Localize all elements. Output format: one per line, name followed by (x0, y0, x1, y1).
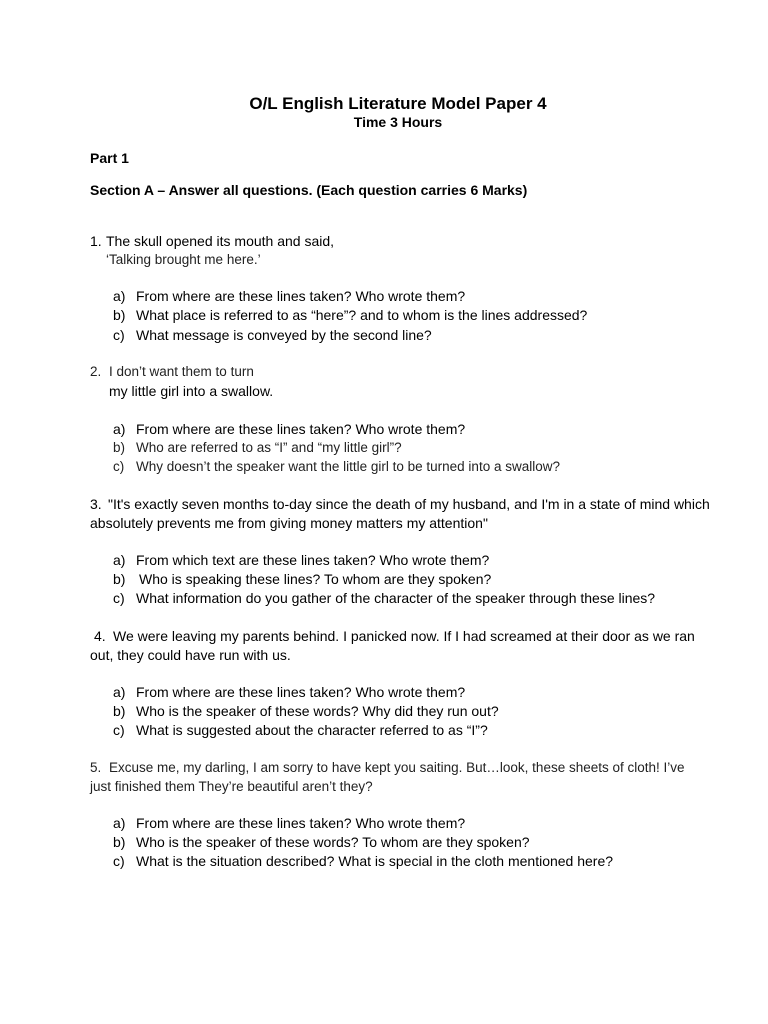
question-number: 5. (90, 760, 102, 775)
option-letter: b) (113, 440, 126, 455)
question-number: 2. (90, 364, 102, 379)
option-letter: c) (113, 327, 125, 343)
option-letter: a) (113, 288, 126, 304)
question-line: We were leaving my parents behind. I panicked now. If I had screamed at their door as we ran (113, 628, 695, 644)
option-text: What message is conveyed by the second line? (136, 327, 432, 343)
option-letter: c) (113, 459, 125, 474)
question-number: 3. (90, 496, 102, 512)
option-letter: a) (113, 552, 126, 568)
option-text: What is suggested about the character referred to as “I”? (136, 722, 488, 738)
option-letter: b) (113, 703, 126, 719)
question-line: Excuse me, my darling, I am sorry to have kept you saiting. But…look, these sheets of cloth! I’ve (109, 760, 685, 775)
option-text: What is the situation described? What is special in the cloth mentioned here? (136, 853, 614, 869)
option-letter: c) (113, 590, 125, 606)
option-text: Who are referred to as “I” and “my little girl”? (136, 440, 402, 455)
option-letter: b) (113, 571, 126, 587)
question-line: I don’t want them to turn (109, 364, 254, 379)
option-text: What place is referred to as “here”? and to whom is the lines addressed? (136, 307, 588, 323)
section-heading: Section A – Answer all questions. (Each question carries 6 Marks) (90, 182, 528, 198)
page-title: O/L English Literature Model Paper 4 (249, 94, 547, 113)
question-line: "It's exactly seven months to-day since the death of my husband, and I'm in a state of mind which (108, 496, 710, 512)
question-line: absolutely prevents me from giving money matters my attention" (90, 515, 488, 531)
option-text: From where are these lines taken? Who wrote them? (136, 815, 466, 831)
question-number: 1. (90, 233, 102, 249)
option-text: Why doesn’t the speaker want the little girl to be turned into a swallow? (136, 459, 560, 474)
page-subtitle: Time 3 Hours (353, 114, 443, 130)
question-number: 4. (94, 628, 106, 644)
option-text: From where are these lines taken? Who wrote them? (136, 684, 466, 700)
option-letter: b) (113, 307, 126, 323)
option-letter: a) (113, 421, 126, 437)
option-text: What information do you gather of the character of the speaker through these lines? (136, 590, 656, 606)
option-text: Who is the speaker of these words? Why did they run out? (136, 703, 499, 719)
option-letter: b) (113, 834, 126, 850)
option-letter: c) (113, 853, 125, 869)
question-line: ‘Talking brought me here.’ (106, 252, 261, 267)
question-line: just finished them They’re beautiful aren’t they? (90, 779, 373, 794)
question-line: The skull opened its mouth and said, (106, 233, 335, 249)
part-heading: Part 1 (90, 150, 129, 166)
option-text: Who is the speaker of these words? To whom are they spoken? (136, 834, 530, 850)
option-letter: a) (113, 684, 126, 700)
option-text: From where are these lines taken? Who wrote them? (136, 288, 466, 304)
question-line: out, they could have run with us. (90, 647, 291, 663)
question-line: my little girl into a swallow. (109, 383, 274, 399)
option-text: Who is speaking these lines? To whom are they spoken? (139, 571, 492, 587)
option-text: From where are these lines taken? Who wrote them? (136, 421, 466, 437)
option-letter: c) (113, 722, 125, 738)
option-letter: a) (113, 815, 126, 831)
option-text: From which text are these lines taken? Who wrote them? (136, 552, 490, 568)
